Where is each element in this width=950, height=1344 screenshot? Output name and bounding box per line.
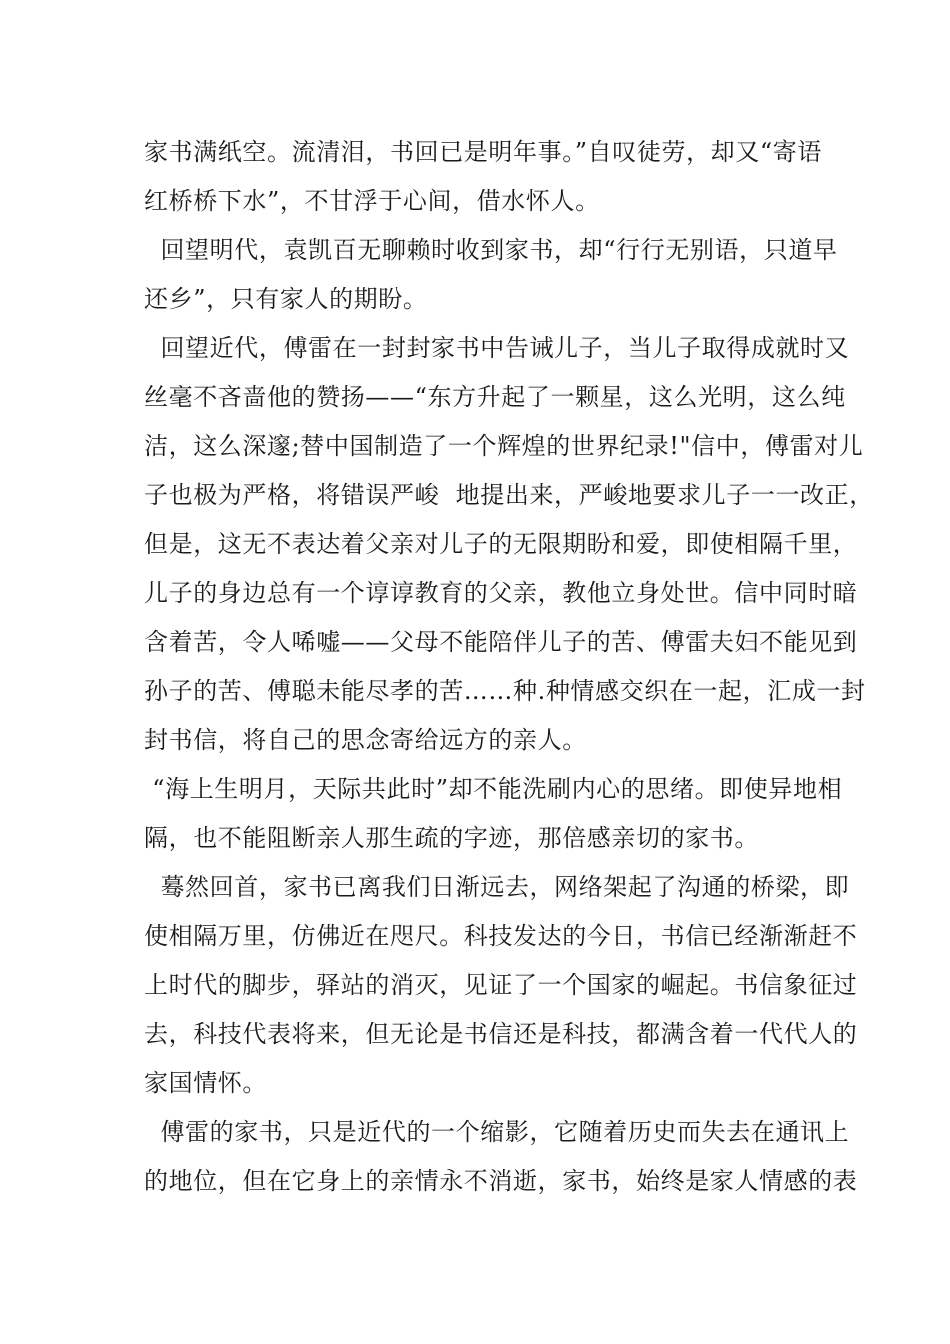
text-line: 家书满纸空。流清泪，书回已是明年事。”自叹徒劳，却又“寄语 [144, 138, 822, 166]
text-line: 隔，也不能阻断亲人那生疏的字迹，那倍感亲切的家书。 [144, 824, 759, 852]
text-line: 含着苦，令人唏嘘——父母不能陪伴儿子的苦、傅雷夫妇不能见到 [144, 628, 858, 656]
text-line: “海上生明月，天际共此时”却不能洗刷内心的思绪。即使异地相 [144, 775, 843, 803]
text-line: 红桥桥下水”，不甘浮于心间，借水怀人。 [144, 187, 600, 215]
text-line: 上时代的脚步，驿站的消灭，见证了一个国家的崛起。书信象征过 [144, 971, 858, 999]
text-line: 傅雷的家书，只是近代的一个缩影，它随着历史而失去在通讯上 [144, 1118, 850, 1146]
text-line: 儿子的身边总有一个谆谆教育的父亲，教他立身处世。信中同时暗 [144, 579, 858, 607]
text-line: 但是，这无不表达着父亲对儿子的无限期盼和爱，即使相隔千里， [144, 530, 858, 558]
text-line: 丝毫不吝啬他的赞扬——“东方升起了一颗星，这么光明，这么纯 [144, 383, 846, 411]
text-line: 回望近代，傅雷在一封封家书中告诫儿子，当儿子取得成就时又 [144, 334, 850, 362]
text-line: 使相隔万里，仿佛近在咫尺。科技发达的今日，书信已经渐渐赶不 [144, 922, 858, 950]
text-line: 洁，这么深邃;替中国制造了一个辉煌的世界纪录!"信中，傅雷对儿 [144, 432, 864, 460]
text-line: 蓦然回首，家书已离我们日渐远去，网络架起了沟通的桥梁，即 [144, 873, 850, 901]
text-line: 子也极为严格，将错误严峻 地提出来，严峻地要求儿子一一改正， [144, 481, 874, 509]
text-line: 的地位，但在它身上的亲情永不消逝，家书，始终是家人情感的表 [144, 1167, 858, 1195]
text-line: 回望明代，袁凯百无聊赖时收到家书，却“行行无别语，只道早 [144, 236, 838, 264]
text-line: 家国情怀。 [144, 1069, 267, 1097]
text-line: 封书信，将自己的思念寄给远方的亲人。 [144, 726, 587, 754]
text-line: 去，科技代表将来，但无论是书信还是科技，都满含着一代代人的 [144, 1020, 858, 1048]
text-line: 还乡”，只有家人的期盼。 [144, 285, 428, 313]
text-line: 孙子的苦、傅聪未能尽孝的苦……种.种情感交织在一起，汇成一封 [144, 677, 866, 705]
